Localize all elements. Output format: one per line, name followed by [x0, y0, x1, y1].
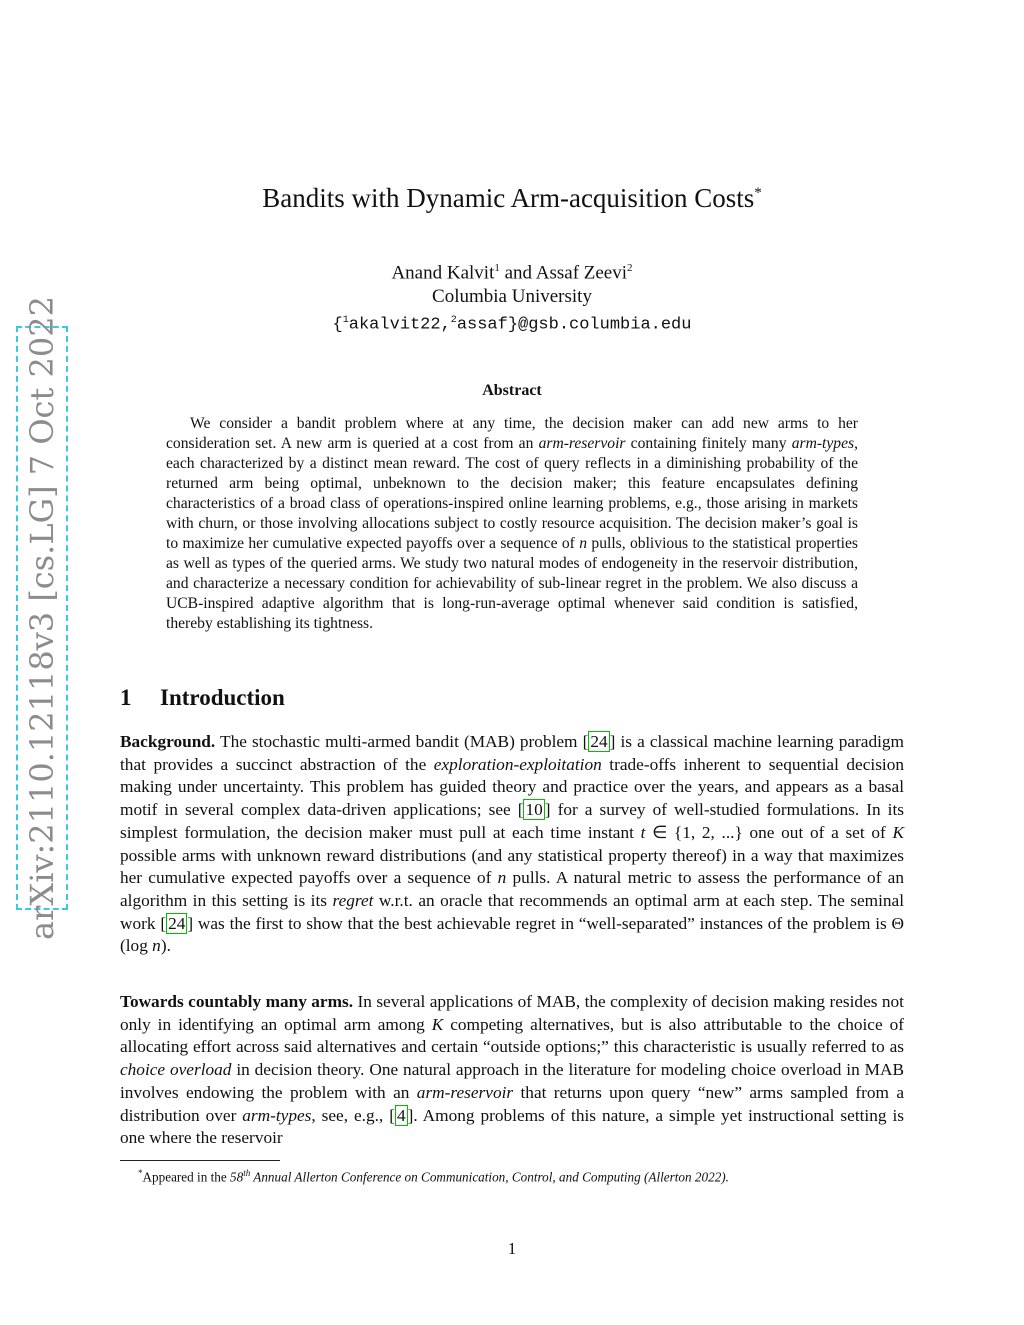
- citation-link[interactable]: 24: [590, 732, 608, 751]
- page-number: 1: [507, 1239, 517, 1258]
- arxiv-identifier: arXiv:2110.12118v3 [cs.LG] 7 Oct 2022: [23, 296, 62, 940]
- citation-link[interactable]: 4: [396, 1105, 406, 1125]
- affiliation: Columbia University: [432, 286, 592, 308]
- citation-link[interactable]: 24: [168, 913, 186, 933]
- abstract-heading: Abstract: [482, 382, 542, 399]
- citation-link[interactable]: 10: [525, 800, 543, 820]
- abstract-text: We consider a bandit problem where at any time, the decision maker can add new arms to her consideration set. A new arm is queried at a cost from an arm-reservoir containing finitely many arm-types, each characterized by a distinct mean reward. The cost of query reflects in a diminishing probability of the returned arm being optimal, unbeknown to the decision maker; this feature encapsulates defining characteristics of a broad class of operations-inspired online learning problems, e.g., those arising in markets with churn, or those involving allocations subject to costly resource acquisition. The decision maker’s goal is to maximize her cumulative expected payoffs over a sequence of n pulls, oblivious to the statistical properties as well as types of the queried arms. We study two natural modes of endogeneity in the reservoir distribution, and characterize a necessary condition for achievability of sub-linear regret in the problem. We also discuss a UCB-inspired adaptive algorithm that is long-run-average optimal whenever said condition is satisfied, thereby establishing its tightness.: [166, 415, 858, 632]
- paragraph-lead: Towards countably many arms.: [120, 992, 354, 1011]
- paragraph-lead: Background.: [120, 732, 216, 751]
- author-emails[interactable]: {$^1$akalvit22,$^2$assaf}@gsb.columbia.edu: [332, 315, 692, 335]
- footnote-divider: [120, 1160, 280, 1161]
- author-block: [120, 256, 904, 338]
- footnote: *Appeared in the 58th Annual Allerton Conference on Communication, Control, and Computing (Allerton 2022).: [138, 1168, 729, 1185]
- paragraph-countably-many-arms: Towards countably many arms. In several applications of MAB, the complexity of decision making resides not only in identifying an optimal arm among K competing alternatives, but is also attributable to the choice of allocating effort across said alternatives and certain “outside options;” this characteristic is usually referred to as choice overload in decision theory. One natural approach in the literature for modeling choice overload in MAB involves endowing the problem with an arm-reservoir that returns upon query “new” arms sampled from a distribution over arm-types, see, e.g., [ 4 ]. Among problems of this nature, a simple yet instructional setting is one where the reservoir: [120, 992, 905, 1148]
- arxiv-side-stamp: [16, 296, 68, 940]
- paper-title: Bandits with Dynamic Arm-acquisition Costs*: [262, 183, 762, 213]
- author-names: Anand Kalvit$^1$ and Assaf Zeevi$^2$: [391, 262, 633, 284]
- title-footnote-mark: *: [754, 185, 762, 201]
- paragraph-background: Background. The stochastic multi-armed bandit (MAB) problem [ 24 ] is a classical machine learning paradigm that provides a succinct abstraction of the exploration-exploitation trade-offs inherent to sequential decision making under uncertainty. This problem has guided theory and practice over the years, and appears as a basal motif in several complex data-driven applications; see [ 10 ] for a survey of well-studied formulations. In its simplest formulation, the decision maker must pull at each time instant t ∈ {1, 2, ...} one out of a set of K possible arms with unknown reward distributions (and any statistical property thereof) in a way that maximizes her cumulative expected payoffs over a sequence of n pulls. A natural metric to assess the performance of an algorithm in this setting is its regret w.r.t. an oracle that recommends an optimal arm at each step. The seminal work [ 24 ] was the first to show that the best achievable regret in “well-separated” instances of the problem is Θ (log n).: [120, 732, 905, 956]
- section-heading-introduction: 1 Introduction: [120, 685, 285, 710]
